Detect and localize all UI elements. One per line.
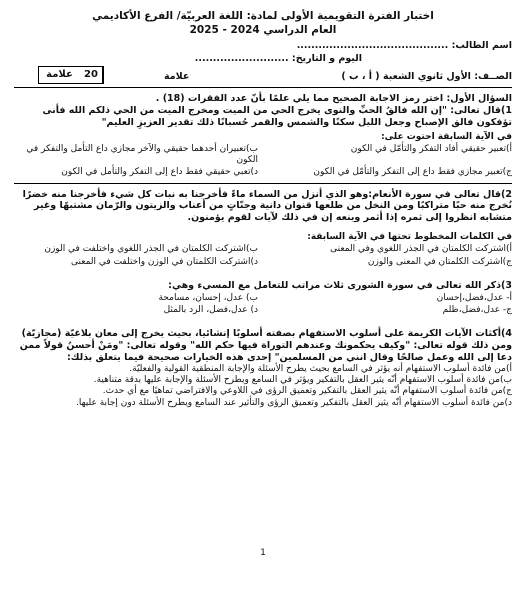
question-4-text: 4)أكثات الآيات الكريمة على أسلوب الاستفهام بصفته أسلوبًا إنشائيا، بحيث يخرج إلى معان بلاغيّة (مجازيّة) ومن ذلك قوله تعالى: "وكيف يحكمونك وعندهم التوراة فيها حكم الله" وقوله تعالى: "ومَنْ أحسنُ قولاً ممن دعا إلى الله وعمل صالحًا وقال انني من المسلمين" إحدى هذه الخيارات صحيحة فيما يتعلق بذلك: bbox=[19, 328, 512, 364]
question-1-prompt: في الآية السابقة احتوت على: bbox=[381, 131, 512, 142]
date-field[interactable]: اليوم و التاريخ: .......................... bbox=[194, 53, 362, 65]
student-name-field[interactable]: اسم الطالب: .......................................... bbox=[296, 40, 512, 52]
header-divider bbox=[14, 87, 512, 88]
exam-header bbox=[14, 10, 512, 37]
page-number: 1 bbox=[260, 548, 266, 558]
option-c[interactable]: ج)من فائدة أسلوب الاستفهام أنّه يثير العقل بالتفكير وتعميق الرؤى في اللاوعي والافتراضي تماهيًا مع أي حدث. bbox=[102, 386, 512, 397]
option-b[interactable]: ب)من فائدة أسلوب الاستفهام أنّه يثير العقل بالتفكير ويؤثر في السامع ويطرح الأسئلة والإجابة عليها بدقة متناهية. bbox=[93, 375, 512, 386]
question-4 bbox=[14, 328, 512, 409]
option-d[interactable]: د)اشتركت الكلمتان في الوزن واختلفت في المعنى bbox=[71, 256, 258, 267]
option-d[interactable]: د)تعبي حقيقي فقط داع إلى التفكر والتأمل في الكون bbox=[61, 167, 258, 178]
option-b[interactable]: ب)اشتركت الكلمتان في الجذر اللغوي واختلفت في الوزن bbox=[44, 244, 258, 255]
option-b[interactable]: ب) عدل، إحسان، مسامحة bbox=[158, 292, 258, 303]
option-c[interactable]: ج- عدل،فضل،ظلم bbox=[442, 305, 512, 316]
score-total: 20 bbox=[80, 67, 103, 83]
date-row bbox=[14, 53, 512, 65]
option-c[interactable]: ج)تعبير مجازي فقط داع إلى التفكر والتأمّل في الكون bbox=[313, 167, 512, 178]
option-b[interactable]: ب)تعبيران أحدهما حقيقي والآخر مجازي داع التأمل والتفكر في الكون bbox=[26, 143, 258, 166]
question-1-options bbox=[14, 144, 512, 179]
question-2-text: 2)قال تعالى في سورة الأنعام:وهو الذي أنزل من السماء ماءً فأخرجنا به نبات كل شيء فأخرجنا منه خضرًا نُخرج منه حبًا متراكبًا ومن النخل من طلعها قنوان دانية وجنّاتٍ من أعناب والزيتون والرّمان مشتبهًا وغير متشابه انظروا إلى ثمره إذا أثمر وينعه إن في ذلك لآيات لقوم يؤمنون. bbox=[22, 188, 512, 224]
question-1 bbox=[14, 93, 512, 179]
exam-title: اختبار الفترة التقويمية الأولى لمادة: اللغة العربيّة/ الفرع الأكاديمي bbox=[92, 10, 434, 22]
score-box bbox=[38, 66, 104, 84]
school-year: العام الدراسي 2024 - 2025 bbox=[189, 23, 337, 36]
question-3-text: 3)ذكر الله تعالى في سورة الشورى ثلاث مراتب للتعامل مع المسيء وهي: bbox=[168, 279, 512, 291]
question-3 bbox=[14, 280, 512, 316]
question-2 bbox=[14, 189, 512, 268]
question-1-text: 1)قال تعالى: "إن الله فالقُ الحبِّ والنوى يخرج الحي من الميت ومخرج الميت من الحي ذلكم الله فأنى تؤفكون فالق الإصباح وجعل الليل سكنًا والشمس والقمر حُسبانًا ذلك تقدير العزيزِ العليم" bbox=[42, 104, 512, 128]
class-label: الصــف: الأول ثانوي الشعبة ( أ ، ب ) bbox=[341, 71, 512, 83]
option-a[interactable]: أ)اشتركت الكلمتان في الجذر اللغوي وفي المعنى bbox=[330, 244, 512, 255]
option-c[interactable]: ج)اشتركت الكلمتان في المعنى والوزن bbox=[367, 256, 512, 267]
question-2-prompt: في الكلمات المخطوط تحتها في الآية السابقة: bbox=[307, 232, 512, 243]
option-a[interactable]: أ- عدل،فضل،إحسان bbox=[436, 292, 512, 303]
question-4-options bbox=[14, 364, 512, 409]
option-a[interactable]: أ)من فائدة أسلوب الاستفهام أنه يؤثر في السامع بحيث يطرح الأسئلة والإجابة المنطقية القولية والفعليّة. bbox=[129, 363, 512, 374]
score-label: علامة bbox=[46, 68, 73, 80]
mark-label: علامة bbox=[164, 71, 190, 83]
option-d[interactable]: د) عدل،فضل، الرد بالمثل bbox=[163, 305, 258, 316]
question-3-options bbox=[14, 293, 512, 317]
option-d[interactable]: د)من فائدة أسلوب الاستفهام أنّه يثير العقل بالتفكير وتعميق الرؤى والتأثير عند السامع ويطرح الأسئلة دون إجابة عليها. bbox=[76, 397, 512, 408]
q1-divider bbox=[14, 183, 512, 184]
name-row bbox=[14, 40, 512, 52]
question-2-options bbox=[14, 244, 512, 268]
option-a[interactable]: أ)تعبير حقيقي أفاد التفكر والتأمّل في الكون bbox=[350, 143, 512, 154]
section-intro: السؤال الأول: اختر رمز الاجابة الصحيح مما يلي علمًا بأنّ عدد الفقرات (18) . bbox=[155, 92, 512, 104]
